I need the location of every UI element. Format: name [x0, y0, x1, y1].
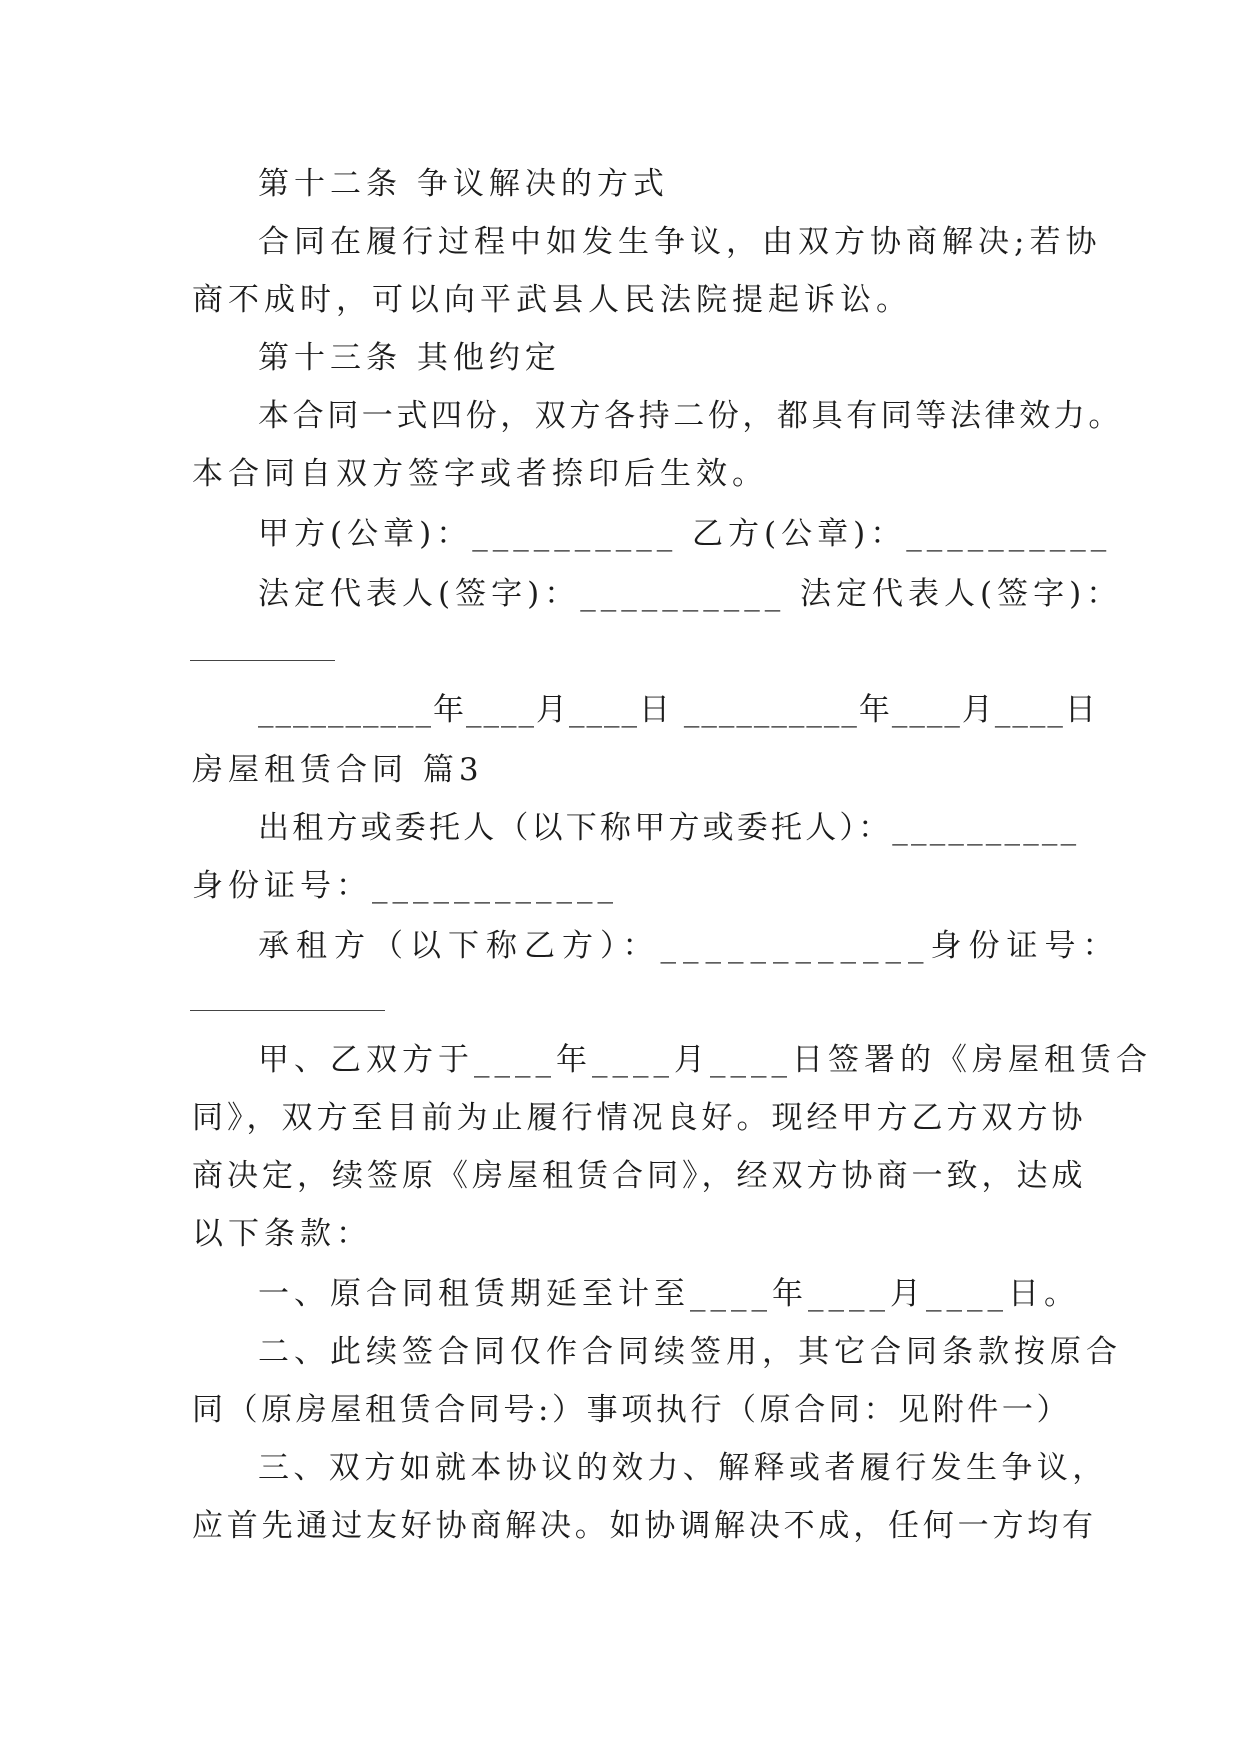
clause-3: 三、双方如就本协议的效力、解释或者履行发生争议， [258, 1450, 1108, 1486]
paragraph-line: 商不成时，可以向平武县人民法院提起诉讼。 [192, 282, 912, 318]
clause-3-continued: 应首先通过友好协商解决。如协调解决不成，任何一方均有 [192, 1508, 1097, 1544]
paragraph-line: 以下条款： [192, 1216, 372, 1252]
clause-2: 二、此续签合同仅作合同续签用，其它合同条款按原合 [258, 1334, 1122, 1370]
clause-2-continued: 同（原房屋租赁合同号:）事项执行（原合同：见附件一） [192, 1392, 1072, 1428]
lessor-line: 出租方或委托人（以下称甲方或委托人）：__________ [258, 810, 1080, 846]
paragraph-line: 甲、乙双方于____年____月____日签署的《房屋租赁合 [258, 1042, 1152, 1078]
date-line: __________年____月____日 __________年____月____日 [258, 692, 1098, 728]
clause-1: 一、原合同租赁期延至计至____年____月____日。 [258, 1276, 1080, 1312]
lessee-id-blank [190, 1010, 385, 1011]
party-seal-line: 甲方(公章)：__________ 乙方(公章)：__________ [258, 516, 1112, 552]
signature-blank [190, 660, 335, 661]
paragraph-line: 本合同一式四份，双方各持二份，都具有同等法律效力。 [258, 398, 1123, 434]
paragraph-line: 合同在履行过程中如发生争议，由双方协商解决;若协 [258, 224, 1102, 260]
paragraph-line: 商决定，续签原《房屋租赁合同》，经双方协商一致，达成 [192, 1158, 1087, 1194]
article-12-heading: 第十二条 争议解决的方式 [258, 166, 669, 202]
paragraph-line: 本合同自双方签字或者捺印后生效。 [192, 456, 768, 492]
legal-representative-line: 法定代表人(签字)：__________ 法定代表人(签字)： [258, 576, 1123, 612]
lessee-line: 承租方（以下称乙方）：____________身份证号： [258, 928, 1121, 964]
section-title: 房屋租赁合同 篇3 [192, 752, 484, 788]
lessor-id-line: 身份证号：____________ [192, 868, 618, 904]
article-13-heading: 第十三条 其他约定 [258, 340, 561, 376]
paragraph-line: 同》，双方至目前为止履行情况良好。现经甲方乙方双方协 [192, 1100, 1087, 1136]
